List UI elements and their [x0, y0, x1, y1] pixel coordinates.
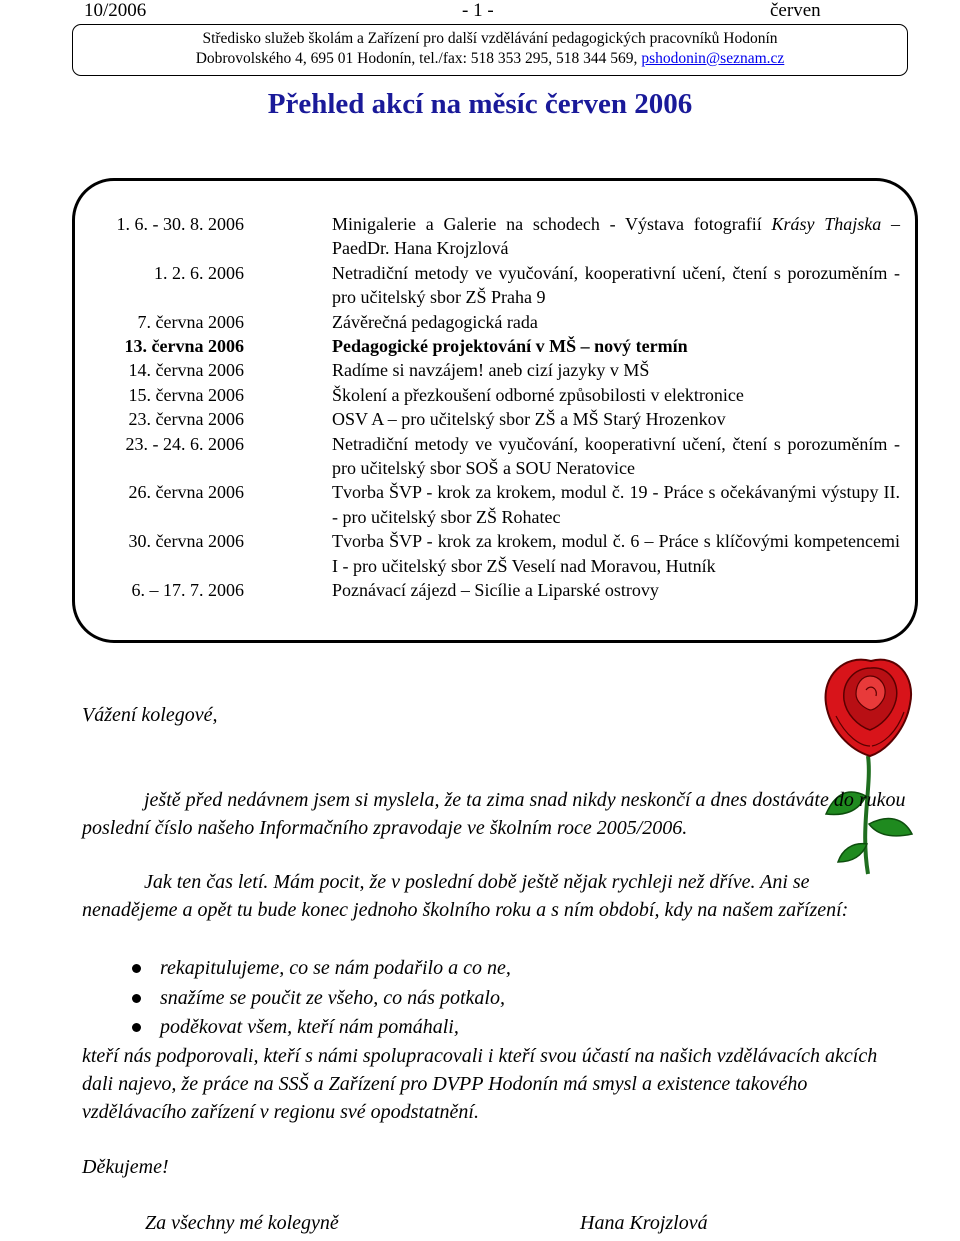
- event-date: 14. června 2006: [128, 360, 244, 381]
- event-text: Školení a přezkoušení odborné způsobilosti v elektronice: [332, 384, 744, 405]
- event-date: 30. června 2006: [128, 531, 244, 552]
- institution-email-link[interactable]: pshodonin@seznam.cz: [641, 50, 785, 67]
- signature-left: Za všechny mé kolegyně: [145, 1212, 339, 1234]
- page-title: Přehled akcí na měsíc červen 2006: [267, 88, 693, 120]
- institution-box: [72, 24, 908, 76]
- bullet-item: rekapitulujeme, co se nám podařilo a co ne,: [160, 954, 511, 984]
- bullet-icon: [132, 1023, 141, 1032]
- event-date: 23. - 24. 6. 2006: [125, 433, 244, 454]
- event-text: Pedagogické projektování v MŠ – nový termín: [332, 336, 688, 357]
- signature-right: Hana Krojzlová: [580, 1212, 708, 1234]
- letter-thanks: Děkujeme!: [82, 1156, 169, 1178]
- event-item: [0, 358, 960, 382]
- header-month: červen: [770, 0, 821, 21]
- event-date: 13. června 2006: [124, 336, 244, 357]
- header-page-number: - 1 -: [462, 0, 494, 21]
- event-item: [0, 578, 960, 602]
- bullet-icon: [132, 964, 141, 973]
- event-item: [0, 310, 960, 334]
- event-item: [0, 529, 960, 578]
- event-text: Závěrečná pedagogická rada: [332, 311, 538, 332]
- event-date: 26. června 2006: [128, 482, 244, 503]
- institution-address: Dobrovolského 4, 695 01 Hodonín, tel./fax: 518 353 295, 518 344 569,: [195, 50, 638, 67]
- event-text: Netradiční metody ve vyučování, kooperativní učení, čtení s porozuměním - pro učitelský sbor ZŠ Praha 9: [332, 262, 900, 308]
- letter-salutation: Vážení kolegové,: [82, 704, 218, 726]
- letter-paragraph: ještě před nedávnem jsem si myslela, že ta zima snad nikdy neskončí a dnes dostáváte do rukou poslední číslo našeho Informačního zpravodaje ve školním roce 2005/2006.: [82, 789, 906, 839]
- letter-paragraph: Jak ten čas letí. Mám pocit, že v poslední době ještě nějak rychleji než dříve. Ani se nenadějeme a opět tu bude konec jednoho školního roku a s ním období, kdy na našem zařízení:: [82, 871, 849, 921]
- institution-contact: [73, 49, 907, 69]
- event-item-highlighted: [0, 334, 960, 358]
- events-list: [0, 212, 960, 603]
- bullet-icon: [132, 994, 141, 1003]
- event-item: [0, 480, 960, 529]
- event-date: 23. června 2006: [128, 409, 244, 430]
- letter-bullet-list: [160, 954, 511, 1043]
- event-item: [0, 432, 960, 481]
- event-text: Radíme si navzájem! aneb cizí jazyky v MŠ: [332, 360, 650, 381]
- bullet-item: poděkovat všem, kteří nám pomáhali,: [160, 1013, 511, 1043]
- event-text: Netradiční metody ve vyučování, kooperativní učení, čtení s porozuměním - pro učitelský sbor SOŠ a SOU Neratovice: [332, 433, 900, 479]
- bullet-item: snažíme se poučit ze všeho, co nás potkalo,: [160, 984, 511, 1014]
- event-text: Tvorba ŠVP - krok za krokem, modul č. 19 - Práce s očekávanými výstupy II. - pro učitelský sbor ZŠ Rohatec: [332, 482, 900, 527]
- event-text: Minigalerie a Galerie na schodech - Výstava fotografií Krásy Thajska – PaedDr. Hana Krojzlová: [332, 214, 901, 259]
- event-item: [0, 383, 960, 407]
- event-item: [0, 212, 960, 261]
- event-date: 6. – 17. 7. 2006: [131, 580, 244, 601]
- event-text: Poznávací zájezd – Sicílie a Liparské ostrovy: [332, 580, 659, 601]
- institution-name: Středisko služeb školám a Zařízení pro další vzdělávání pedagogických pracovníků Hodonín: [202, 30, 778, 47]
- event-date: 15. června 2006: [128, 384, 244, 405]
- event-date: 1. 2. 6. 2006: [154, 262, 244, 283]
- event-date: 1. 6. - 30. 8. 2006: [116, 214, 244, 234]
- letter-paragraph: kteří nás podporovali, kteří s námi spolupracovali i kteří svou účastí na našich vzdělávacích akcích dali najevo, že práce na SSŠ a Zařízení pro DVPP Hodonín má smysl a existence takového vzdělávacího zařízení v regionu své opodstatnění.: [82, 1045, 878, 1123]
- event-item: [0, 407, 960, 431]
- event-text-italic: Krásy Thajska: [771, 214, 882, 234]
- header-date: 10/2006: [84, 0, 147, 21]
- event-text: OSV A – pro učitelský sbor ZŠ a MŠ Starý Hrozenkov: [332, 409, 726, 430]
- event-date: 7. června 2006: [137, 311, 244, 332]
- event-text: Tvorba ŠVP - krok za krokem, modul č. 6 – Práce s klíčovými kompetencemi I - pro učitelský sbor ZŠ Veselí nad Moravou, Hutník: [332, 531, 900, 576]
- event-item: [0, 261, 960, 310]
